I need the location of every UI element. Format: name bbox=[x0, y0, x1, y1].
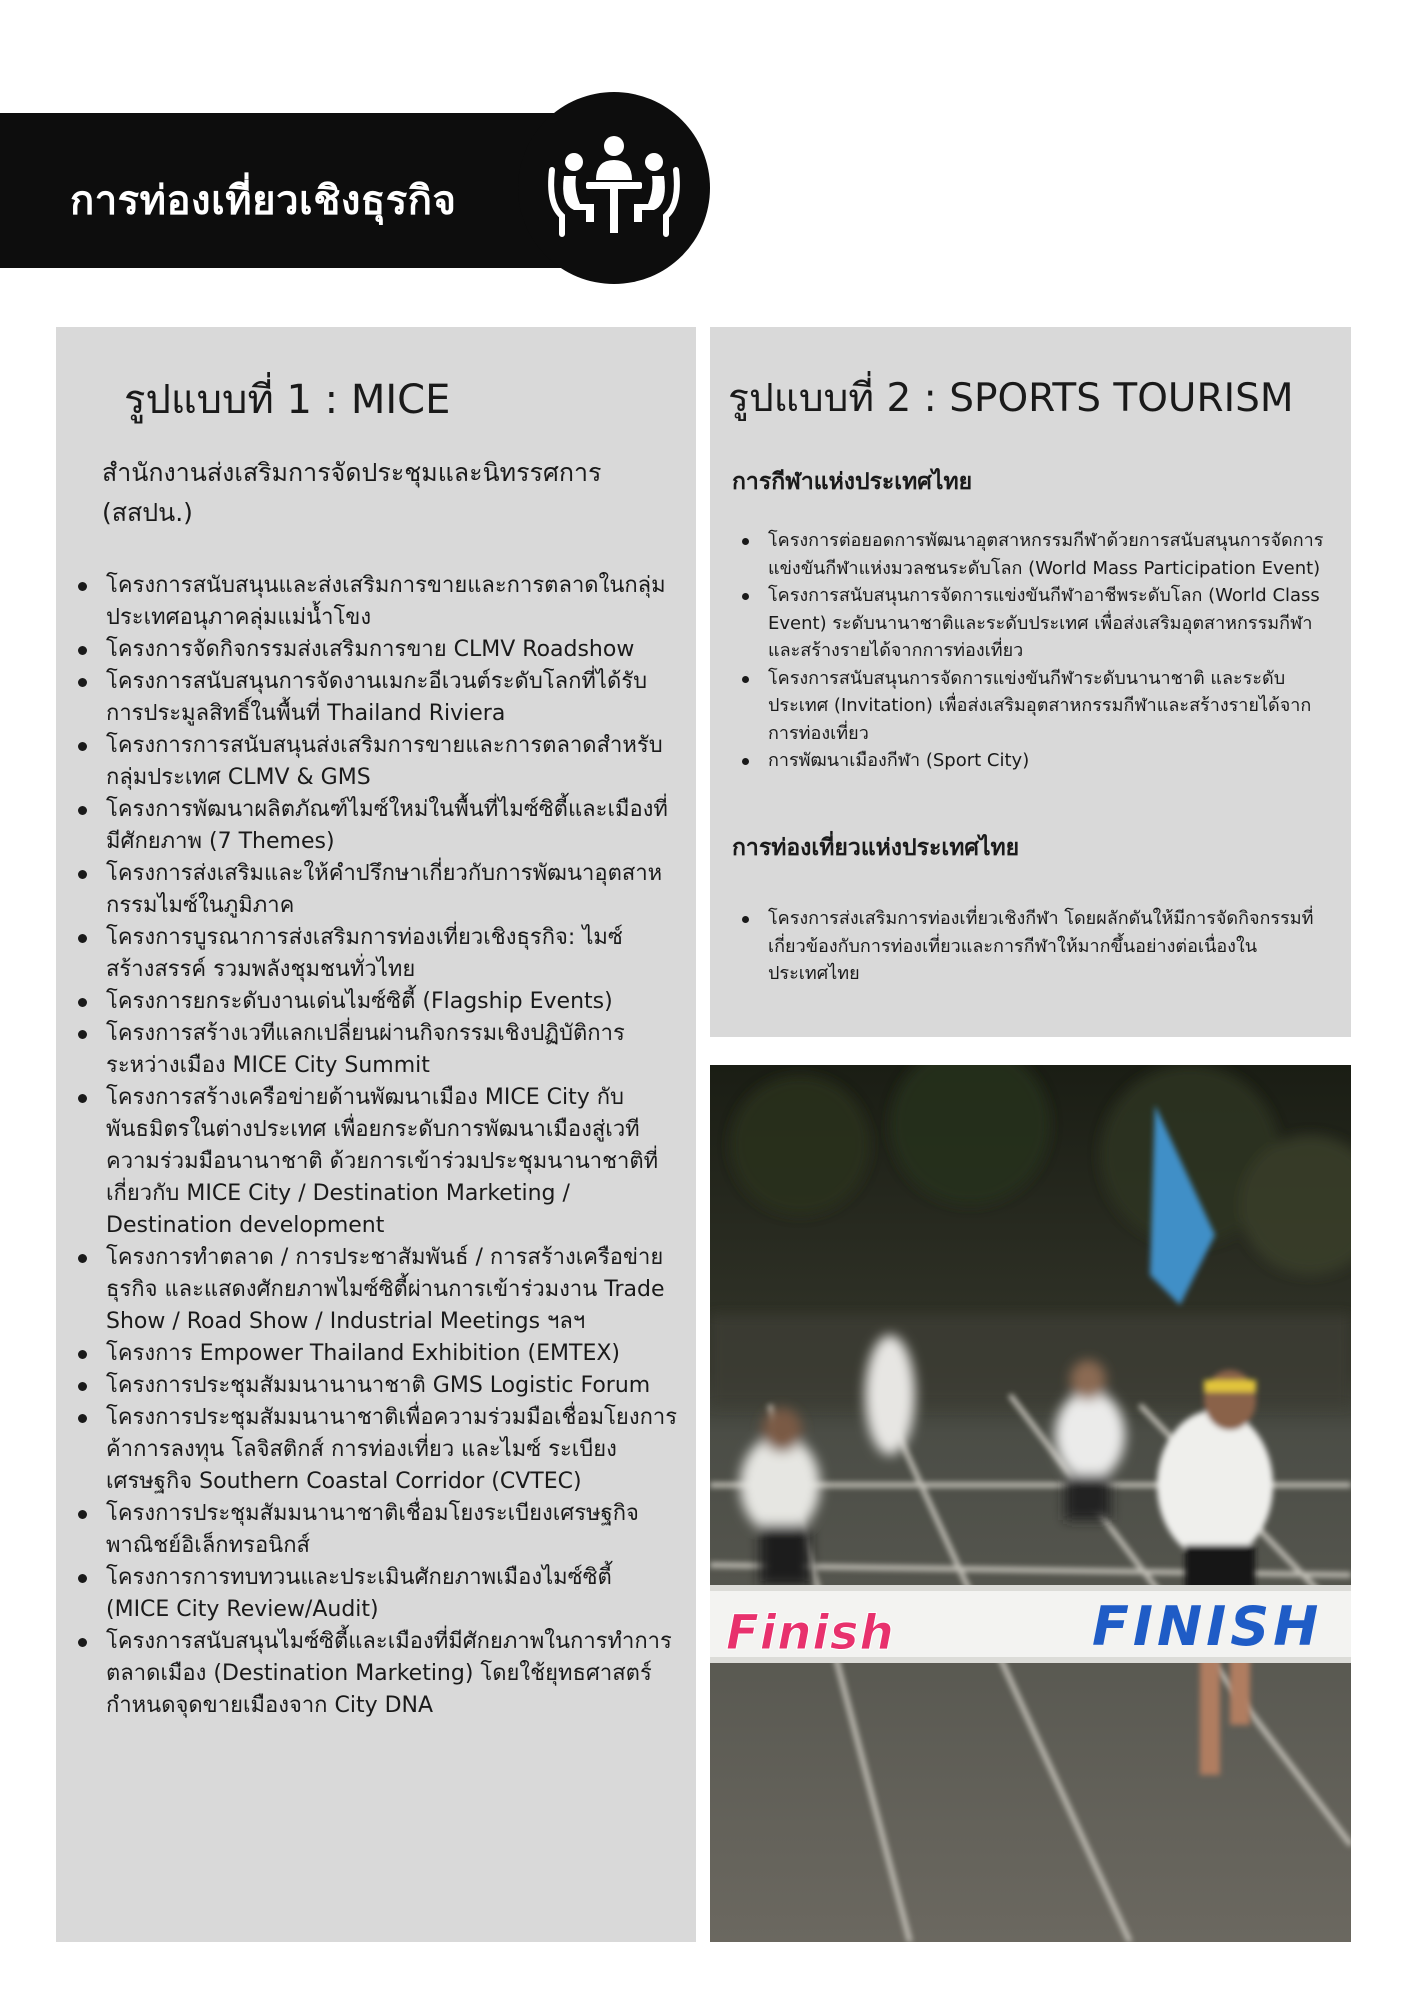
list-item: โครงการสนับสนุนการจัดงานเมกะอีเวนต์ระดับโลกที่ได้รับการประมูลสิทธิ์ในพื้นที่ Thailand Riviera bbox=[72, 666, 682, 730]
list-item: โครงการประชุมสัมมนานาชาติเชื่อมโยงระเบียงเศรษฐกิจพาณิชย์อิเล็กทรอนิกส์ bbox=[72, 1498, 682, 1562]
list-item: โครงการทำตลาด / การประชาสัมพันธ์ / การสร้างเครือข่ายธุรกิจ และแสดงศักยภาพไมซ์ซิตี้ผ่านการเข้าร่วมงาน Trade Show / Road Show / Industrial Meetings ฯลฯ bbox=[72, 1242, 682, 1338]
list-item: โครงการยกระดับงานเด่นไมซ์ซิตี้ (Flagship Events) bbox=[72, 986, 682, 1018]
mice-heading: รูปแบบที่ 1 : MICE bbox=[124, 377, 451, 423]
sports-authority-list bbox=[732, 527, 1332, 775]
business-meeting-icon bbox=[534, 108, 694, 268]
section-title-tourism-authority: การท่องเที่ยวแห่งประเทศไทย bbox=[732, 835, 1020, 861]
list-item: โครงการการสนับสนุนส่งเสริมการขายและการตลาดสำหรับกลุ่มประเทศ CLMV & GMS bbox=[72, 730, 682, 794]
list-item: โครงการสนับสนุนการจัดการแข่งขันกีฬาระดับนานาชาติ และระดับประเทศ (Invitation) เพื่อส่งเสริมอุตสาหกรรมกีฬาและสร้างรายได้จากการท่องเที่ยว bbox=[732, 665, 1332, 748]
list-item: โครงการสนับสนุนการจัดการแข่งขันกีฬาอาชีพระดับโลก (World Class Event) ระดับนานาชาติและระดับประเทศ เพื่อส่งเสริมอุตสาหกรรมกีฬาและสร้างรายได้จากการท่องเที่ยว bbox=[732, 582, 1332, 665]
list-item: โครงการสนับสนุนและส่งเสริมการขายและการตลาดในกลุ่มประเทศอนุภาคลุ่มแม่น้ำโขง bbox=[72, 570, 682, 634]
list-item: การพัฒนาเมืองกีฬา (Sport City) bbox=[732, 747, 1332, 775]
sports-tourism-heading: รูปแบบที่ 2 : SPORTS TOURISM bbox=[728, 376, 1294, 421]
list-item: โครงการต่อยอดการพัฒนาอุตสาหกรรมกีฬาด้วยการสนับสนุนการจัดการแข่งขันกีฬาแห่งมวลชนระดับโลก (World Mass Participation Event) bbox=[732, 527, 1332, 582]
list-item: โครงการ Empower Thailand Exhibition (EMTEX) bbox=[72, 1338, 682, 1370]
list-item: โครงการสร้างเวทีแลกเปลี่ยนผ่านกิจกรรมเชิงปฏิบัติการระหว่างเมือง MICE City Summit bbox=[72, 1018, 682, 1082]
page-title: การท่องเที่ยวเชิงธุรกิจ bbox=[70, 178, 457, 224]
race-finish-photo bbox=[710, 1065, 1351, 1942]
list-item: โครงการบูรณาการส่งเสริมการท่องเที่ยวเชิงธุรกิจ: ไมซ์สร้างสรรค์ รวมพลังชุมชนทั่วไทย bbox=[72, 922, 682, 986]
list-item: โครงการพัฒนาผลิตภัณฑ์ไมซ์ใหม่ในพื้นที่ไมซ์ซิตี้และเมืองที่มีศักยภาพ (7 Themes) bbox=[72, 794, 682, 858]
list-item: โครงการจัดกิจกรรมส่งเสริมการขาย CLMV Roadshow bbox=[72, 634, 682, 666]
organization-title: สำนักงานส่งเสริมการจัดประชุมและนิทรรศการ (สสปน.) bbox=[102, 458, 602, 527]
list-item: โครงการสนับสนุนไมซ์ซิตี้และเมืองที่มีศักยภาพในการทำการตลาดเมือง (Destination Marketing) โดยใช้ยุทธศาสตร์กำหนดจุดขายเมืองจาก City DNA bbox=[72, 1626, 682, 1722]
list-item: โครงการประชุมสัมมนานาชาติเพื่อความร่วมมือเชื่อมโยงการค้าการลงทุน โลจิสติกส์ การท่องเที่ยว และไมซ์ ระเบียงเศรษฐกิจ Southern Coastal Corridor (CVTEC) bbox=[72, 1402, 682, 1498]
list-item: โครงการการทบทวนและประเมินศักยภาพเมืองไมซ์ซิตี้ (MICE City Review/Audit) bbox=[72, 1562, 682, 1626]
list-item: โครงการประชุมสัมมนานานาชาติ GMS Logistic Forum bbox=[72, 1370, 682, 1402]
mice-panel bbox=[56, 327, 696, 1942]
list-item: โครงการส่งเสริมและให้คำปรึกษาเกี่ยวกับการพัฒนาอุตสาหกรรมไมซ์ในภูมิภาค bbox=[72, 858, 682, 922]
finish-tape-text-right: FINISH bbox=[1092, 1595, 1323, 1658]
list-item: โครงการส่งเสริมการท่องเที่ยวเชิงกีฬา โดยผลักดันให้มีการจัดกิจกรรมที่เกี่ยวข้องกับการท่องเที่ยวและการกีฬาให้มากขึ้นอย่างต่อเนื่องในประเทศไทย bbox=[732, 905, 1332, 988]
finish-tape-text-left: Finish bbox=[726, 1605, 895, 1661]
icon-badge bbox=[518, 92, 710, 284]
section-title-sports-authority: การกีฬาแห่งประเทศไทย bbox=[732, 469, 973, 495]
sports-tourism-panel bbox=[710, 327, 1351, 1037]
tourism-authority-list bbox=[732, 905, 1332, 988]
list-item: โครงการสร้างเครือข่ายด้านพัฒนาเมือง MICE City กับพันธมิตรในต่างประเทศ เพื่อยกระดับการพัฒนาเมืองสู่เวทีความร่วมมือนานาชาติ ด้วยการเข้าร่วมประชุมนานาชาติที่เกี่ยวกับ MICE City / Destination Marketing / Destination development bbox=[72, 1082, 682, 1242]
mice-project-list bbox=[72, 570, 682, 1722]
